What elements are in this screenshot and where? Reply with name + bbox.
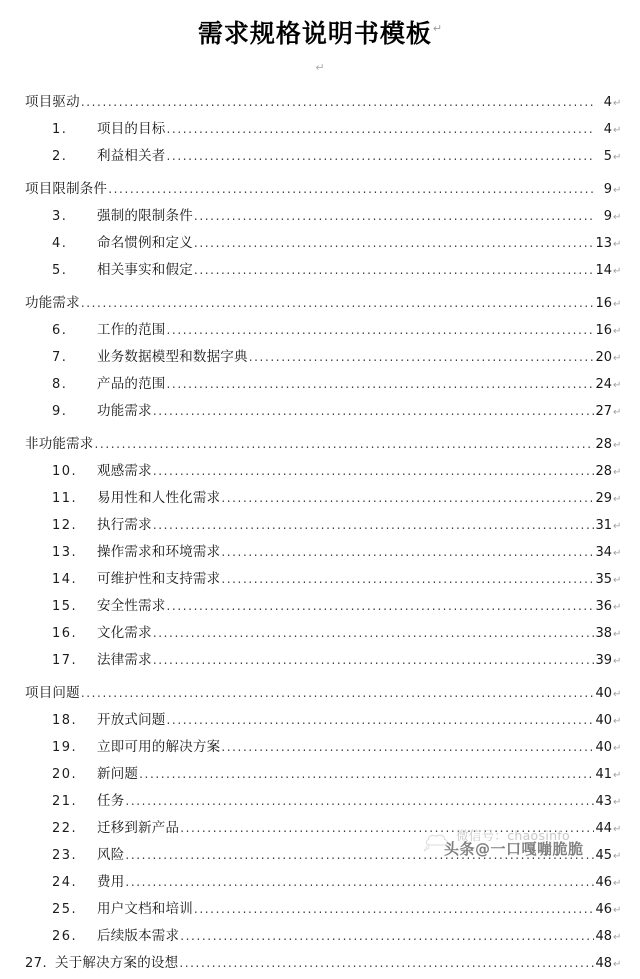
toc-entry[interactable] [25,791,622,817]
paragraph-mark-icon: ↵ [613,548,622,560]
toc-entry-number: 4. [52,236,68,252]
toc-entry-number: 6. [52,323,68,339]
toc-dot-leader [153,401,595,415]
toc-entry-label: 业务数据模型和数据字典 [97,349,248,366]
toc-dot-leader [167,119,596,133]
toc-entry-label: 开放式问题 [97,712,166,729]
toc-dot-leader [167,710,595,724]
toc-entry-label: 项目问题 [25,685,80,702]
toc-entry-number: 26. [52,929,78,945]
toc-dot-leader [153,623,595,637]
paragraph-mark-icon: ↵ [613,494,622,506]
toc-entry-label: 产品的范围 [97,376,166,393]
paragraph-mark-icon: ↵ [613,629,622,641]
toc-entry-label: 项目限制条件 [25,181,108,198]
toc-entry-page-number: 40 [595,713,612,729]
toc-entry[interactable] [25,899,622,925]
toc-entry[interactable] [25,683,622,709]
paragraph-mark-icon: ↵ [613,266,622,278]
toc-entry[interactable] [25,953,622,979]
paragraph-mark-icon: ↵ [613,878,622,890]
watermark-author: 头条@一口嘎嘣脆脆 [444,840,584,858]
toc-dot-leader [167,146,596,160]
toc-entry-number: 16. [52,626,78,642]
paragraph-mark-icon: ↵ [613,407,622,419]
toc-entry[interactable] [25,764,622,790]
toc-dot-leader [221,569,594,583]
paragraph-mark-icon: ↵ [315,61,325,75]
toc-entry[interactable] [25,260,622,286]
toc-entry-label: 非功能需求 [25,436,94,453]
toc-entry-label: 用户文档和培训 [97,901,193,918]
toc-dot-leader [194,899,595,913]
toc-entry-number: 24. [52,875,78,891]
toc-entry-label: 风险 [97,847,125,864]
toc-entry-page-number: 39 [595,653,612,669]
toc-dot-leader [167,596,595,610]
toc-entry-page-number: 29 [595,491,612,507]
toc-entry[interactable] [25,206,622,232]
toc-entry-page-number: 5 [603,149,612,165]
toc-entry-label: 安全性需求 [97,598,166,615]
toc-entry[interactable] [25,926,622,952]
toc-entry[interactable] [25,488,622,514]
paragraph-mark-icon: ↵ [613,824,622,836]
toc-entry[interactable] [25,119,622,145]
toc-entry-number: 12. [52,518,78,534]
paragraph-mark-icon: ↵ [613,185,622,197]
paragraph-mark-icon: ↵ [613,440,622,452]
toc-dot-leader [108,179,595,193]
toc-entry-number: 15. [52,599,78,615]
toc-dot-leader [125,791,594,805]
toc-entry-page-number: 27 [595,404,612,420]
toc-dot-leader [194,233,595,247]
toc-entry[interactable] [25,179,622,205]
toc-entry[interactable] [25,347,622,373]
toc-entry-page-number: 46 [595,902,612,918]
paragraph-mark-icon: ↵ [613,521,622,533]
toc-entry-label: 立即可用的解决方案 [97,739,221,756]
toc-entry[interactable] [25,320,622,346]
toc-entry-label: 功能需求 [25,295,80,312]
toc-dot-leader [249,347,595,361]
toc-entry-label: 任务 [97,793,125,810]
toc-dot-leader [153,461,595,475]
toc-entry-page-number: 9 [603,182,612,198]
toc-entry[interactable] [25,542,622,568]
toc-entry[interactable] [25,293,622,319]
toc-entry-page-number: 28 [595,464,612,480]
toc-dot-leader [153,650,595,664]
toc-entry-page-number: 13 [595,236,612,252]
toc-entry-label: 关于解决方案的设想 [55,955,179,972]
toc-entry-label: 强制的限制条件 [97,208,193,225]
toc-entry[interactable] [25,623,622,649]
toc-entry-label: 易用性和人性化需求 [97,490,221,507]
toc-dot-leader [221,488,594,502]
page-title-text: 需求规格说明书模板 [197,19,432,48]
toc-entry[interactable] [25,434,622,460]
toc-entry-number: 1. [52,122,68,138]
toc-dot-leader [194,260,595,274]
toc-entry-number: 25. [52,902,78,918]
toc-entry-label: 工作的范围 [97,322,166,339]
toc-entry-number: 11. [52,491,78,507]
toc-entry-page-number: 48 [595,956,612,972]
toc-entry-number: 5. [52,263,68,279]
paragraph-mark-icon: ↵ [613,212,622,224]
toc-dot-leader [167,320,595,334]
toc-entry-page-number: 38 [595,626,612,642]
toc-entry-label: 功能需求 [97,403,152,420]
toc-entry-number: 19. [52,740,78,756]
toc-entry-number: 20. [52,767,78,783]
toc-dot-leader [125,845,594,859]
paragraph-mark-icon: ↵ [613,656,622,668]
toc-dot-leader [179,953,594,967]
toc-entry[interactable] [25,401,622,427]
toc-entry[interactable] [25,737,622,763]
toc-entry-page-number: 4 [603,95,612,111]
toc-entry-page-number: 34 [595,545,612,561]
paragraph-mark-icon: ↵ [613,380,622,392]
toc-entry-number: 13. [52,545,78,561]
paragraph-mark-icon: ↵ [613,467,622,479]
paragraph-mark-icon: ↵ [613,959,622,971]
toc-entry-page-number: 48 [595,929,612,945]
toc-entry-label: 观感需求 [97,463,152,480]
paragraph-mark-icon: ↵ [432,22,443,35]
toc-entry-label: 项目驱动 [25,94,80,111]
toc-dot-leader [180,818,594,832]
toc-entry[interactable] [25,515,622,541]
toc-entry[interactable] [25,596,622,622]
paragraph-mark-icon: ↵ [613,125,622,137]
toc-entry[interactable] [25,461,622,487]
paragraph-mark-icon: ↵ [613,716,622,728]
toc-entry-number: 7. [52,350,68,366]
toc-entry-page-number: 36 [595,599,612,615]
toc-entry[interactable] [25,650,622,676]
toc-dot-leader [221,542,594,556]
toc-entry-page-number: 16 [595,323,612,339]
toc-dot-leader [81,92,595,106]
toc-entry-number: 27. [25,956,48,972]
toc-entry[interactable] [25,818,622,844]
paragraph-mark-icon: ↵ [613,575,622,587]
toc-entry[interactable] [25,92,622,118]
toc-dot-leader [167,374,595,388]
toc-entry-page-number: 16 [595,296,612,312]
toc-entry-label: 可维护性和支持需求 [97,571,221,588]
toc-entry-label: 操作需求和环境需求 [97,544,221,561]
toc-entry-page-number: 43 [595,794,612,810]
paragraph-mark-icon: ↵ [613,98,622,110]
toc-entry-label: 文化需求 [97,625,152,642]
toc-entry-page-number: 40 [595,740,612,756]
toc-entry-page-number: 9 [603,209,612,225]
toc-entry-label: 新问题 [97,766,139,783]
toc-dot-leader [153,515,595,529]
page-title [0,0,640,49]
paragraph-mark-icon: ↵ [613,152,622,164]
toc-dot-leader [180,926,594,940]
toc-entry[interactable] [25,710,622,736]
paragraph-mark-icon: ↵ [613,326,622,338]
toc-entry-number: 23. [52,848,78,864]
toc-dot-leader [81,293,595,307]
toc-entry-number: 8. [52,377,68,393]
paragraph-mark-icon: ↵ [613,299,622,311]
toc-entry-label: 利益相关者 [97,148,166,165]
toc-entry-number: 2. [52,149,68,165]
toc-entry-page-number: 40 [595,686,612,702]
toc-entry-page-number: 35 [595,572,612,588]
toc-dot-leader [125,872,594,886]
paragraph-mark-icon: ↵ [613,353,622,365]
paragraph-mark-icon: ↵ [613,770,622,782]
toc-entry-number: 14. [52,572,78,588]
toc-entry-label: 费用 [97,874,125,891]
toc-entry-number: 10. [52,464,78,480]
paragraph-mark-icon: ↵ [613,239,622,251]
paragraph-mark-icon: ↵ [613,743,622,755]
toc-entry-page-number: 31 [595,518,612,534]
toc-entry-number: 17. [52,653,78,669]
toc-entry[interactable] [25,845,622,871]
toc-dot-leader [221,737,594,751]
toc-dot-leader [139,764,594,778]
toc-entry[interactable] [25,872,622,898]
toc-entry-label: 项目的目标 [97,121,166,138]
paragraph-mark-icon: ↵ [613,602,622,614]
toc-dot-leader [81,683,595,697]
toc-entry-page-number: 20 [595,350,612,366]
toc-entry-page-number: 46 [595,875,612,891]
toc-entry-page-number: 14 [595,263,612,279]
paragraph-mark-icon: ↵ [613,905,622,917]
toc-dot-leader [95,434,595,448]
toc-entry-label: 命名惯例和定义 [97,235,193,252]
toc-entry-label: 后续版本需求 [97,928,180,945]
toc-entry[interactable] [25,233,622,259]
watermark-wechat-id: 微信号：chaosinfo [456,828,570,843]
toc-entry[interactable] [25,146,622,172]
toc-entry-page-number: 4 [603,122,612,138]
paragraph-mark-icon: ↵ [613,851,622,863]
toc-entry-page-number: 41 [595,767,612,783]
toc-entry-label: 迁移到新产品 [97,820,180,837]
paragraph-mark-icon: ↵ [613,797,622,809]
toc-entry[interactable] [25,374,622,400]
toc-entry[interactable] [25,569,622,595]
toc-entry-number: 9. [52,404,68,420]
toc-entry-label: 相关事实和假定 [97,262,193,279]
toc-entry-page-number: 24 [595,377,612,393]
paragraph-mark-icon: ↵ [613,932,622,944]
toc-entry-page-number: 28 [595,437,612,453]
toc-entry-page-number: 45 [595,848,612,864]
toc-entry-number: 3. [52,209,68,225]
blank-paragraph [0,57,640,79]
toc-entry-page-number: 44 [595,821,612,837]
toc-entry-number: 22. [52,821,78,837]
toc-dot-leader [194,206,595,220]
toc-entry-number: 21. [52,794,78,810]
toc-entry-label: 法律需求 [97,652,152,669]
toc-entry-number: 18. [52,713,78,729]
toc-entry-label: 执行需求 [97,517,152,534]
table-of-contents [0,79,640,979]
paragraph-mark-icon: ↵ [613,689,622,701]
